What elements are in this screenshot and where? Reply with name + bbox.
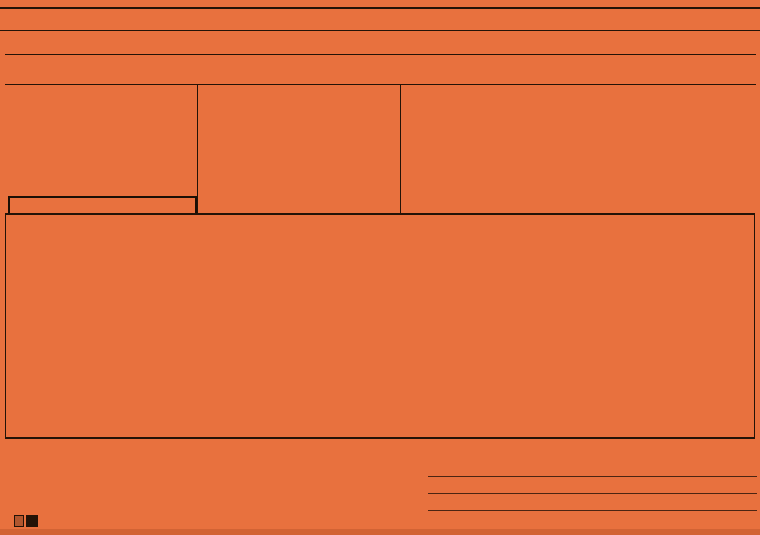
- birth-row: [5, 55, 756, 85]
- fields-column-middle: [197, 85, 400, 215]
- calendar-grid: [5, 213, 755, 439]
- legend: [5, 439, 433, 459]
- ruled-line: [428, 510, 757, 511]
- fields-column-right: [400, 85, 755, 215]
- scan-edge-shade: [0, 529, 760, 535]
- zweckform-logo: [14, 515, 24, 527]
- zweckform-logo-mark: [26, 515, 38, 527]
- ruled-line: [428, 476, 757, 477]
- name-row: [5, 31, 756, 55]
- fields-column-left: [5, 85, 197, 196]
- footer: [14, 513, 52, 528]
- ruled-line: [428, 493, 757, 494]
- alpha-tab-index: [0, 7, 760, 31]
